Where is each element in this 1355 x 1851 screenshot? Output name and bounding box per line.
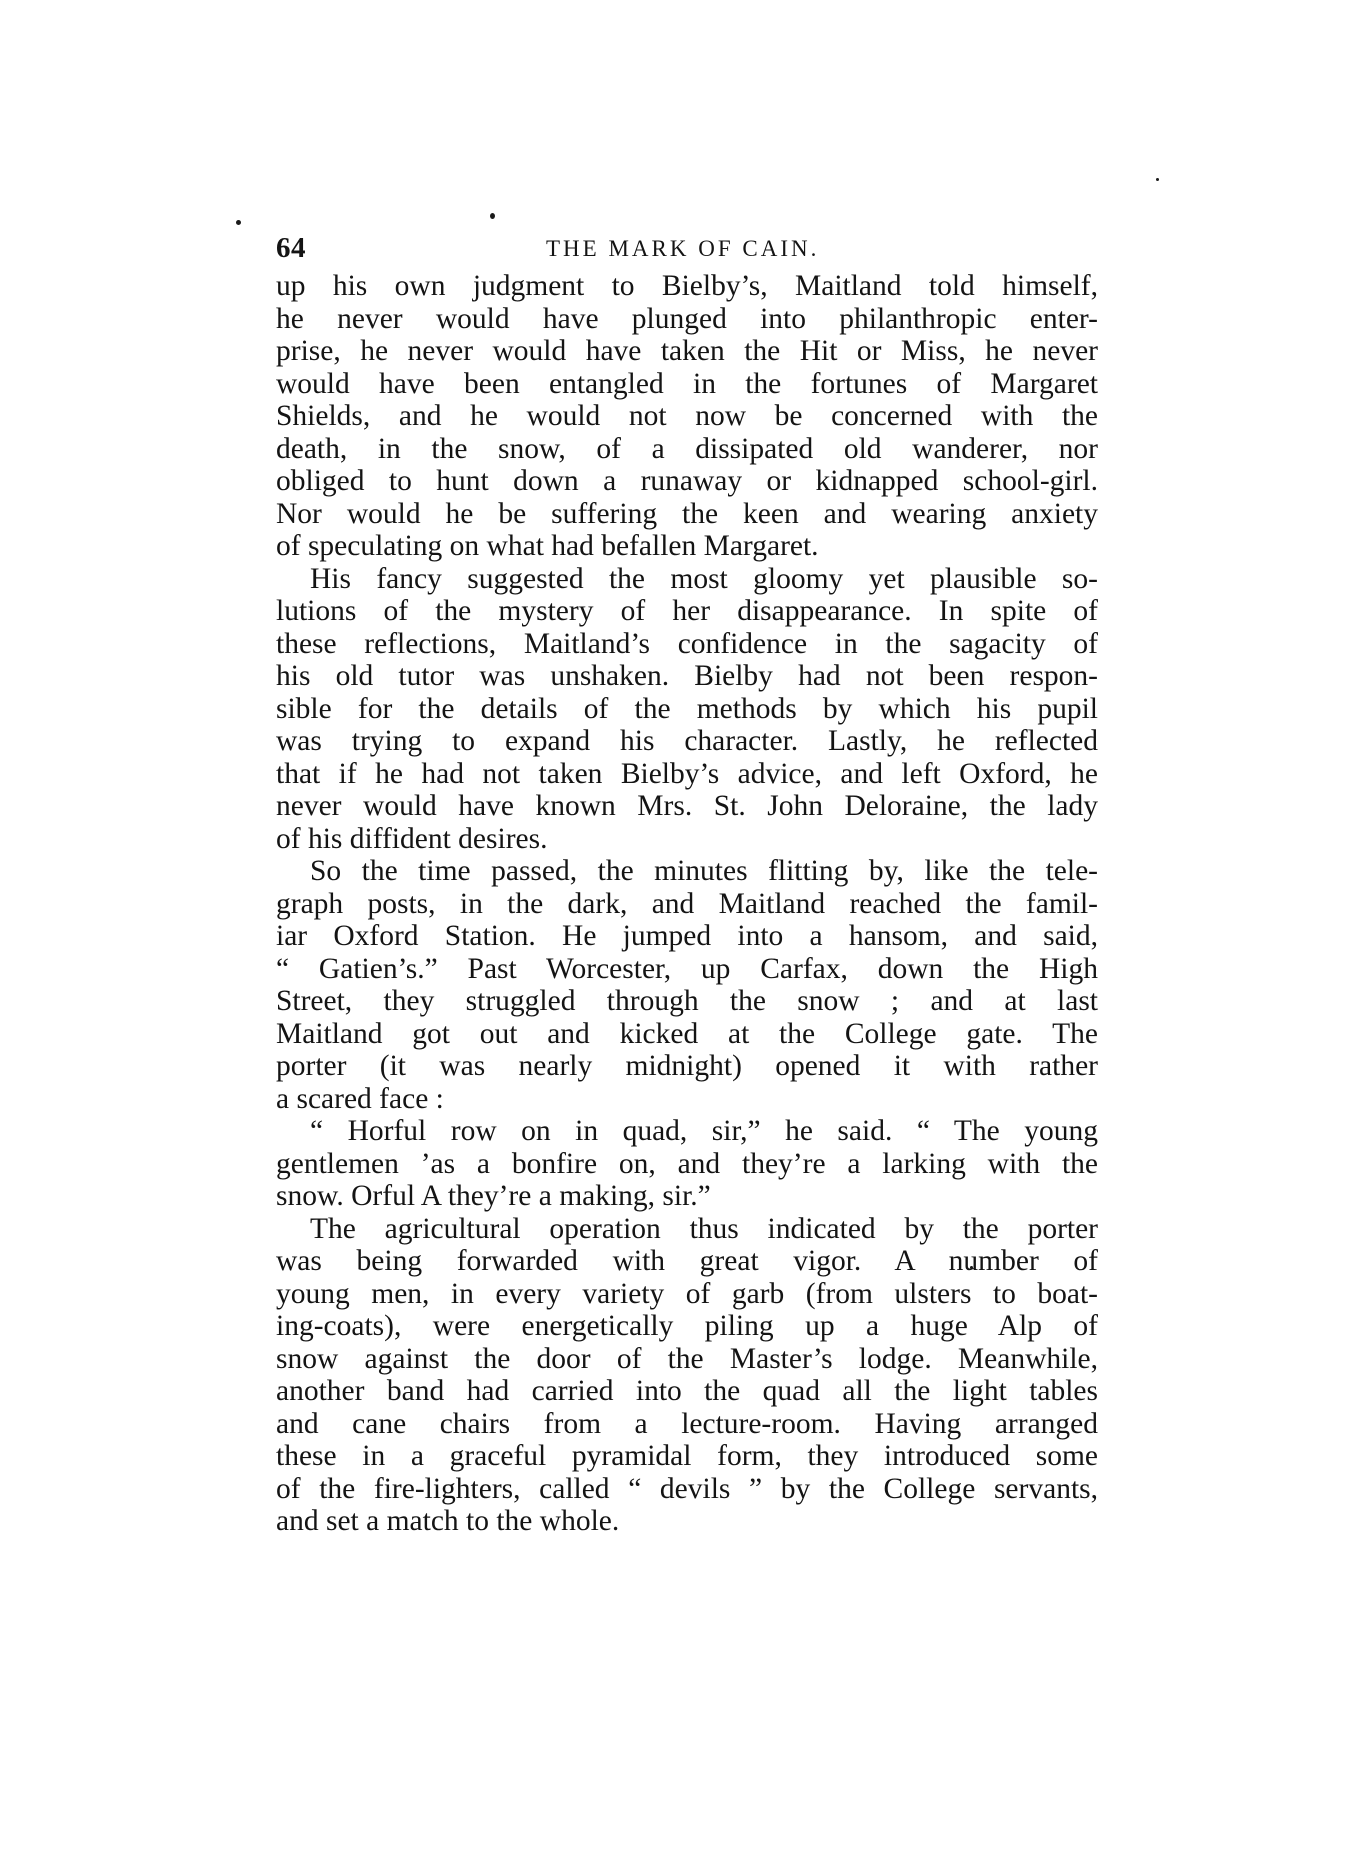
text-line: that if he had not taken Bielby’s advice, and left Oxford, he [276, 757, 1098, 790]
paragraph [276, 855, 1098, 1115]
text-line: up his own judgment to Bielby’s, Maitland told himself, [276, 270, 1098, 302]
text-line: of speculating on what had befallen Margaret. [276, 530, 819, 562]
text-line: gentlemen ’as a bonfire on, and they’re a larking with the [276, 1147, 1098, 1180]
text-line: and cane chairs from a lecture-room. Having arranged [276, 1407, 1098, 1440]
text-line: obliged to hunt down a runaway or kidnapped school-girl. [276, 465, 1098, 497]
print-speck [490, 213, 495, 219]
text-line: these reflections, Maitland’s confidence in the sagacity of [276, 627, 1098, 660]
text-line: death, in the snow, of a dissipated old wanderer, nor [276, 432, 1098, 465]
text-line: of his diffident desires. [276, 822, 548, 855]
text-line: these in a graceful pyramidal form, they introduced some [276, 1440, 1098, 1472]
text-line: His fancy suggested the most gloomy yet plausible so- [310, 562, 1098, 595]
text-line: porter (it was nearly midnight) opened it with rather [276, 1050, 1098, 1082]
text-line: snow. Orful A they’re a making, sir.” [276, 1180, 711, 1212]
text-line: a scared face : [276, 1082, 444, 1115]
text-line: would have been entangled in the fortunes of Margaret [276, 367, 1098, 400]
text-line: sible for the details of the methods by which his pupil [276, 692, 1098, 725]
text-line: The agricultural operation thus indicated by the porter [310, 1212, 1098, 1245]
text-line: he never would have plunged into philanthropic enter- [276, 302, 1098, 335]
text-line: So the time passed, the minutes flitting by, like the tele- [310, 855, 1098, 887]
text-line: of the fire-lighters, called “ devils ” by the College servants, [276, 1472, 1098, 1505]
paragraph [276, 270, 1098, 563]
print-speck [1156, 178, 1159, 181]
text-line: prise, he never would have taken the Hit or Miss, he never [276, 335, 1098, 367]
paragraph [276, 1115, 1098, 1213]
text-line: Nor would he be suffering the keen and wearing anxiety [276, 497, 1098, 530]
text-line: graph posts, in the dark, and Maitland reached the famil- [276, 887, 1098, 920]
running-title: THE MARK OF CAIN. [546, 236, 820, 261]
body-text [276, 270, 1098, 1538]
text-line: was being forwarded with great vigor. A number of [276, 1245, 1098, 1277]
paragraph [276, 1213, 1098, 1538]
text-line: young men, in every variety of garb (from ulsters to boat- [276, 1277, 1098, 1310]
text-line: Maitland got out and kicked at the College gate. The [276, 1017, 1098, 1050]
text-line: “ Gatien’s.” Past Worcester, up Carfax, down the High [276, 952, 1098, 985]
text-line: ing-coats), were energetically piling up a huge Alp of [276, 1310, 1098, 1342]
text-line: lutions of the mystery of her disappearance. In spite of [276, 595, 1098, 627]
page-header [276, 232, 1098, 272]
text-line: “ Horful row on in quad, sir,” he said. “ The young [310, 1115, 1098, 1147]
print-speck [236, 220, 241, 225]
text-line: snow against the door of the Master’s lodge. Meanwhile, [276, 1342, 1098, 1375]
text-line: Street, they struggled through the snow ; and at last [276, 985, 1098, 1017]
text-line: was trying to expand his character. Lastly, he reflected [276, 725, 1098, 757]
text-line: never would have known Mrs. St. John Deloraine, the lady [276, 790, 1098, 822]
text-line: iar Oxford Station. He jumped into a hansom, and said, [276, 920, 1098, 952]
text-line: another band had carried into the quad all the light tables [276, 1375, 1098, 1407]
text-line: Shields, and he would not now be concerned with the [276, 400, 1098, 432]
text-line: his old tutor was unshaken. Bielby had not been respon- [276, 660, 1098, 692]
text-line: and set a match to the whole. [276, 1505, 620, 1537]
page-number: 64 [276, 232, 306, 264]
paragraph [276, 563, 1098, 856]
